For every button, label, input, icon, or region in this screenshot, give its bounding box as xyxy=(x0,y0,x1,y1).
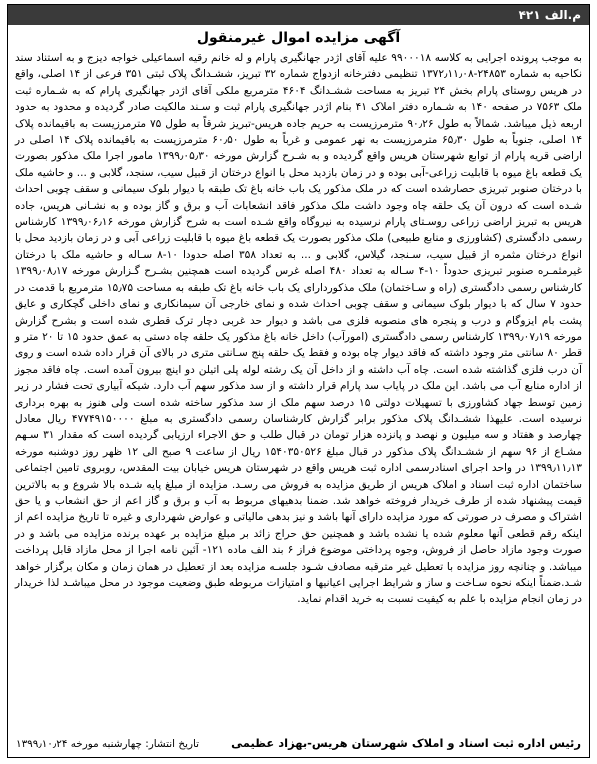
auction-notice xyxy=(7,4,590,758)
signature: رئیس اداره ثبت اسناد و املاک شهرستان هریس-بهزاد عظیمی xyxy=(231,736,581,750)
notice-body: به موجب پرونده اجرایی به کلاسه ۹۹۰۰۰۱۸ علیه آقای اژدر جهانگیری پارام و له خانم رقیه اسماعیلی خواجه دیزج و به استناد سند نکاحیه به شماره ۲۴۸۵۳-۱۳۷۲٫۱۱٫۰۸ تنظیمی دفترخانه ازدواج شماره ۳۲ تبریز، ششـدانگ پلاک ثبتی ۳۵۱ فرعی از ۱۴ اصلی، واقع در هریس روستای پارام بخش ۲۴ تبریز به مساحت ششـدانگ ۴۶۰۴ مترمربع ملکی آقای اژدر جهانگیری پارام که به شـماره ثبت ملک ۷۵۶۳ در صفحه ۱۴۰ به شـماره دفتر املاک ۴۱ بنام اژدر جهانگیری پارام ثبت و سـند مالکیت صادر گردیده و محدود به حدود اربعه ذیل میباشد. شمالاً به طول ۹۰٫۲۶ مترمرزیست به حریم جاده هریس-تبریز شرقاً به طول ۷۵ مترمرزیست به باقیمانده پلاک ۱۴ اصلی، جنوباً به طول ۶۵٫۳۰ مترمرزیست به نهر عمومی و غرباً به طول ۶۰٫۵۰ مترمرزیست به باقیمانده پلاک ۱۴ اصلی در اراضی قریه پارام از توابع شهرستان هریس واقع گردیده و به شـرح گزارش مورخه ۱۳۹۹٫۰۵٫۳۰ مامور اجرا ملک مذکور بصورت یک قطعه باغ میوه با قابلیت زراعی-آبی بوده و در زمان بازدید محل با انواع درختان از قبیل سیب، سنجد، گلابی و ... و حاشیه ملک با درختان صنوبر تبریزی حصارشده است که در ملک مذکور یک باب خانه باغ تک طبقه با دیوار بلوک سیمانی و سقف چوبی احداث شـده است که درون آن یک حلقه چاه وجود داشت ملک مذکور فاقد انشعابات آب و برق و گاز بوده و به نشـانی هریس، جاده هریس به تبریز اراضی زراعی روسـتای پارام نرسیده به نیروگاه واقع شـده است به شرح گزارش مورخه ۱۳۹۹٫۰۶٫۱۶ کارشناس رسمی دادگستری (کشاورزی و منابع طبیعی) ملک مذکور بصورت یک قطعه باغ میوه با قابلیت زراعی آبی و در زمان بازدید محل با انواع درختان مثمره از قبیل سیب، سـنجد، گیلاس، گلابی و ... به تعداد ۳۵۸ اصله حدودا ۱۰-۸ سـاله و حاشیه ملک با درختان غیرمثمـره صنوبر تبریزی حدوداً ۱۰-۴ سـاله به تعداد ۴۸۰ اصله غرس گردیده است همچنین بشـرح گـزارش مورخه ۱۳۹۹٫۰۸٫۱۷ کارشناس رسمی دادگستری (راه و سـاختمان) ملک مذکوردارای یک باب خانه باغ تک طبقه به مساحت ۱۵٫۷۵ مترمربع با قدمت در حدود ۷ سال که با دیوار بلوک سیمانی و سقف چوبی احداث شده و نمای خارجی آن سیمانکاری و نمای داخلی گچکاری و عایق پشت بام ایزوگام و درب و پنجره های منصوبه فلزی می باشد و دیوار حد غربی دچار ترک قطری شده است و بشرح گزارش مورخه ۱۳۹۹٫۰۷٫۱۹ کارشناس رسمی دادگستری (امورآب) داخل خانه باغ مذکور یک حلقه چاه دستی به عمق حدود ۱۵ تا ۲۰ متر و قطر ۸۰ سانتی متر وجود داشته که فاقد دیوار چاه بوده و فقط یک حلقه پنج سـانتی متری در بالای آن قرار داده شده است و روی آن درب فلزی گذاشته شده است. چاه آب داشته و از داخل آن یک رشته لوله پلی اتیلن دو اینچ بیرون آمده است. چاه فاقد مجوز از اداره منابع آب می باشد. این ملک در پایاب سد پارام قرار داشته و از سد مذکور سهم آب دارد. شیکه آبیاری تحت فشار در زیر زمین توسط جهاد کشاورزی با تسهیلات دولتی ۱۵ درصد سهم ملک از سد مذکور ساخته شده است ولی هنوز به بهره برداری نرسیده است. علیهذا ششـدانگ پلاک مذکور برابر گزارش کارشناسان رسمی دادگستری به مبلغ ۴۷۷۴۹۱۵۰۰۰۰ ریال معادل چهارصد و هفتاد و سه میلیون و نهصد و پانزده هزار تومان در قبال طلب و حق الاجراء ارزیابی گردیده است که مقدار ۳۱ سـهم مشـاع از ۹۶ سهم از ششـدانگ پلاک مذکور در قبال مبلغ ۱۵۴۰۳۵۰۵۲۶ ریال از ساعت ۹ صبح الی ۱۲ ظهر روز دوشنبه مورخه ۱۳۹۹٫۱۱٫۱۳ در واحد اجرای اسنادرسمی اداره ثبت هریس واقع در شهرستان هریس خیابان بیت المقدس، روبروی تامین اجتماعی ساختمان اداره ثبت اسناد و املاک هریس از طریق مزایده به فروش می رسـد. مزایده از مبلغ پایه شـده بالا شروع و به بالاترین قیمت پیشنهاد شده از طرف خریدار فروخته خواهد شد. ضمنا بدهیهای مربوط به آب و برق و گاز اعم از حق انشعاب و یا حق اشتراک و مصرف در صورتی که مورد مزایده دارای آنها باشد و نیز بدهی مالیاتی و عوارض شهرداری و غیره تا تاریخ مزایده اعم از اینکه رقم قطعی آنها معلوم شده یا نشده باشد و همچنین حق حراج زائد بر مبلغ مزایده بر عهده برنده مزایده می باشد و در صورت وجود مازاد حاصل از فروش، وجوه پرداختی موضوع فراز ۶ بند الف ماده ۱۲۱- آئین نامه اجرا از محل مازاد قابل پرداخت میباشد. و چنانچه روز مزایده با تعطیل غیر مترقبه مصادف شـود جلسـه مزایده بعد از تعطیل در همان زمان و مکان برگزار خواهد شـد.ضمناً اینکه نحوه سـاخت و ساز و شرایط اجرایی اعیانیها و امتیازات مربوطه طبق وضعیت موجود در محل میباشـد لذا خریدار در زمان انجام مزایده با علم به کیفیت نسبت به خرید اقدام نماید. xyxy=(15,52,583,606)
notice-footer xyxy=(16,735,581,752)
notice-title: آگهی مزایده اموال غیرمنقول xyxy=(196,30,401,46)
notice-code-bar xyxy=(8,5,589,25)
notice-code: م.الف ۴۲۱ xyxy=(518,8,581,22)
publication-date: تاریخ انتشار: چهارشنبه مورخه ۱۳۹۹٫۱۰٫۲۴ xyxy=(16,738,200,750)
